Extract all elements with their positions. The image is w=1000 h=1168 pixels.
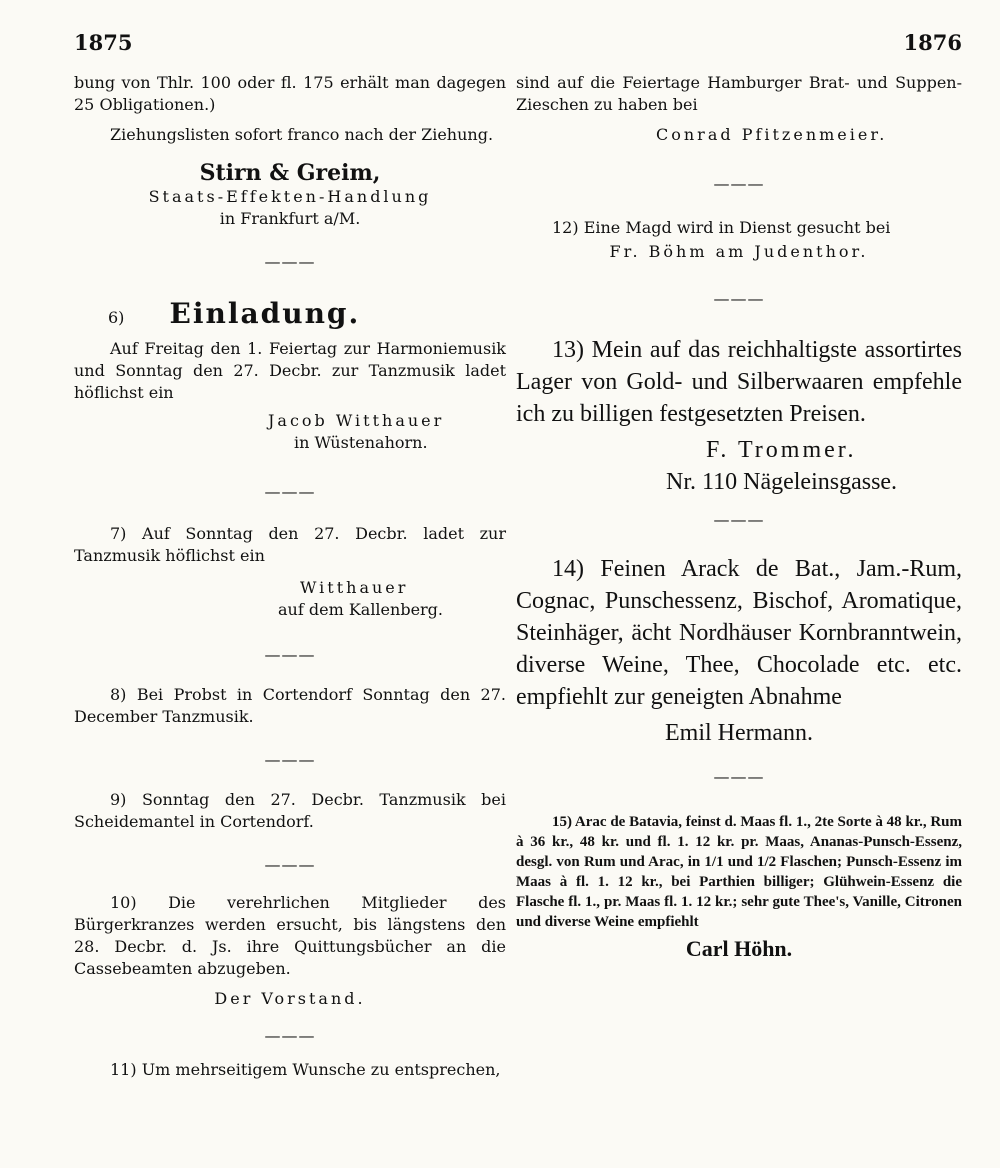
signature: Fr. Böhm am Judenthor. [609, 242, 869, 261]
ad-9 [74, 789, 506, 833]
ad-text: sind auf die Feiertage Hamburger Brat- und Suppen-Zieschen zu haben bei [516, 73, 962, 114]
ad-7 [74, 523, 506, 621]
signature-location: in Wüstenahorn. [294, 433, 428, 452]
left-column [74, 72, 506, 1081]
ad-number: 6) [108, 308, 125, 327]
ad-10 [74, 892, 506, 1010]
signature-location: auf dem Kallenberg. [278, 600, 444, 619]
right-column [516, 72, 962, 962]
ad-12 [516, 217, 962, 263]
signature: Emil Hermann. [665, 720, 813, 746]
firm-name: Stirn & Greim, [199, 160, 381, 186]
page-number-left: 1875 [74, 30, 133, 55]
signature: Witthauer [300, 578, 409, 597]
signature: F. Trommer. [706, 437, 857, 463]
signature: Jacob Witthauer [268, 411, 445, 430]
separator: ——— [713, 767, 765, 786]
separator: ——— [264, 1026, 316, 1045]
ad-11 [74, 1059, 506, 1081]
ad-text: 9) Sonntag den 27. Decbr. Tanzmusik bei Scheidemantel in Cortendorf. [74, 790, 506, 831]
separator: ——— [264, 855, 316, 874]
ziehungslisten-text: Ziehungslisten sofort franco nach der Ziehung. [110, 125, 494, 144]
separator: ——— [264, 750, 316, 769]
page-number-right: 1876 [903, 30, 962, 55]
signature: Conrad Pfitzenmeier. [656, 125, 888, 144]
ad-text: 10) Die verehrlichen Mitglieder des Bürgerkranzes werden ersucht, bis längstens den 28. Decbr. d. Js. ihre Quittungsbücher an die Cassebeamten abzugeben. [74, 893, 506, 978]
separator: ——— [264, 482, 316, 501]
separator: ——— [713, 510, 765, 529]
firm-location: in Frankfurt a/M. [219, 209, 361, 228]
signature-address: Nr. 110 Nägeleinsgasse. [666, 469, 898, 495]
ad-heading: Einladung. [169, 297, 361, 330]
ad-text: 14) Feinen Arack de Bat., Jam.-Rum, Cognac, Punschessenz, Bischof, Aromatique, Steinhäger, ächt Nordhäuser Kornbranntwein, diverse Weine, Thee, Chocolade etc. etc. empfiehlt zur geneigten Abnahme [516, 556, 962, 710]
separator: ——— [713, 174, 765, 193]
ad-14 [516, 553, 962, 749]
firm-subtitle: Staats-Effekten-Handlung [148, 187, 432, 206]
ad-15 [516, 812, 962, 962]
ad-text: 8) Bei Probst in Cortendorf Sonntag den 27. December Tanzmusik. [74, 685, 506, 726]
separator: ——— [264, 252, 316, 271]
signature: Der Vorstand. [214, 989, 366, 1008]
separator: ——— [264, 645, 316, 664]
ad-text: 13) Mein auf das reichhaltigste assortirtes Lager von Gold- und Silberwaaren empfehle ich zu billigen festgesetzten Preisen. [516, 337, 962, 427]
ad-11-continuation [516, 72, 962, 146]
separator: ——— [713, 289, 765, 308]
signature: Carl Höhn. [685, 936, 793, 961]
ad-text: 15) Arac de Batavia, feinst d. Maas fl. 1., 2te Sorte à 48 kr., Rum à 36 kr., 48 kr. und fl. 1. 12 kr. pr. Maas, Ananas-Punsch-Essenz, desgl. von Rum und Arac, in 1/1 und 1/2 Flaschen; Punsch-Essenz im Maas à fl. 1. 12 kr., bei Parthien billiger; Glühwein-Essenz die Flasche fl. 1., pr. Maas fl. 1. 12 kr.; sehr gute Thee's, Vanille, Citronen und diverse Weine empfiehlt [516, 814, 962, 930]
ad-13 [516, 334, 962, 498]
ad-text: 11) Um mehrseitigem Wunsche zu entsprechen, [110, 1060, 501, 1079]
continuation-text: bung von Thlr. 100 oder fl. 175 erhält man dagegen 25 Obligationen.) [74, 73, 506, 114]
ad-8 [74, 684, 506, 728]
ad-text: Auf Freitag den 1. Feiertag zur Harmoniemusik und Sonntag den 27. Decbr. zur Tanzmusik ladet höflichst ein [74, 339, 506, 402]
ad-6 [74, 297, 506, 454]
ad-text: 7) Auf Sonntag den 27. Decbr. ladet zur Tanzmusik höflichst ein [74, 524, 506, 565]
ad-text: 12) Eine Magd wird in Dienst gesucht bei [552, 218, 891, 237]
